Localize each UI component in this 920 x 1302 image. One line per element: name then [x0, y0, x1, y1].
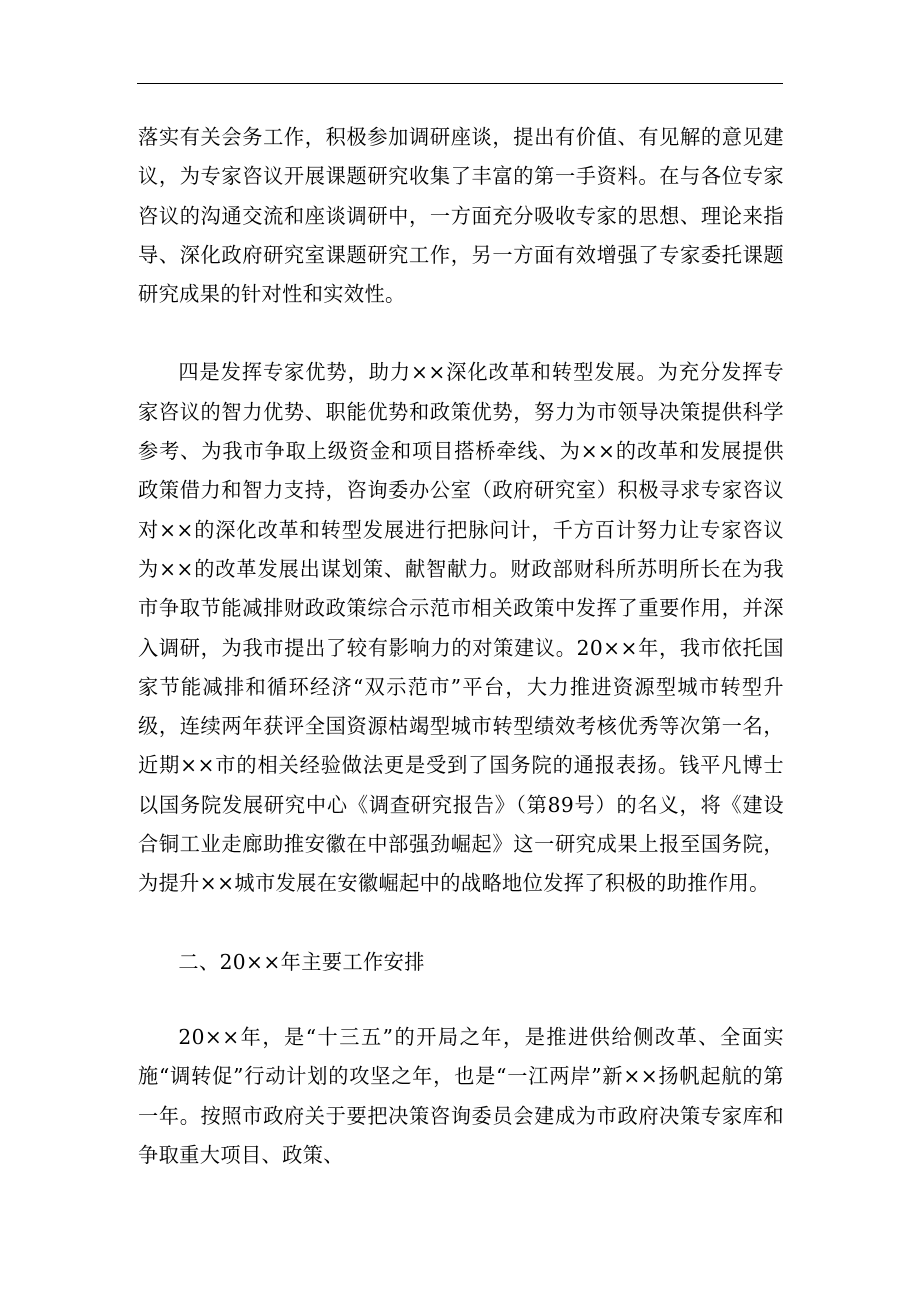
header-rule	[137, 83, 783, 84]
paragraph-year-overview: 20××年，是“十三五”的开局之年，是推进供给侧改革、全面实施“调转促”行动计划的攻坚之年，也是“一江两岸”新××扬帆起航的第一年。按照市政府关于要把决策咨询委员会建成为市政府决策专家库和争取重大项目、政策、	[138, 1024, 784, 1167]
paragraph-gap	[138, 314, 784, 353]
paragraph-expert-advantage: 四是发挥专家优势，助力××深化改革和转型发展。为充分发挥专家咨议的智力优势、职能优势和政策优势，努力为市领导决策提供科学参考、为我市争取上级资金和项目搭桥牵线、为××的改革和发展提供政策借力和智力支持，咨询委办公室（政府研究室）积极寻求专家咨议对××的深化改革和转型发展进行把脉问计，千方百计努力让专家咨议为××的改革发展出谋划策、献智献力。财政部财科所苏明所长在为我市争取节能减排财政政策综合示范市相关政策中发挥了重要作用，并深入调研，为我市提出了较有影响力的对策建议。20××年，我市依托国家节能减排和循环经济“双示范市”平台，大力推进资源型城市转型升级，连续两年获评全国资源枯竭型城市转型绩效考核优秀等次第一名，近期××市的相关经验做法更是受到了国务院的通报表扬。钱平凡博士以国务院发展研究中心《调查研究报告》（第89号）的名义，将《建设合铜工业走廊助推安徽在中部强劲崛起》这一研究成果上报至国务院，为提升××城市发展在安徽崛起中的战略地位发挥了积极的助推作用。	[138, 360, 784, 896]
document-body	[138, 118, 784, 1175]
paragraph-gap	[138, 982, 784, 1018]
paragraph-meeting-work: 落实有关会务工作，积极参加调研座谈，提出有价值、有见解的意见建议，为专家咨议开展课题研究收集了丰富的第一手资料。在与各位专家咨议的沟通交流和座谈调研中，一方面充分吸收专家的思想、理论来指导、深化政府研究室课题研究工作，另一方面有效增强了专家委托课题研究成果的针对性和实效性。	[138, 125, 784, 307]
section-heading-work-plan: 二、20××年主要工作安排	[178, 949, 425, 974]
paragraph-gap	[138, 904, 784, 943]
